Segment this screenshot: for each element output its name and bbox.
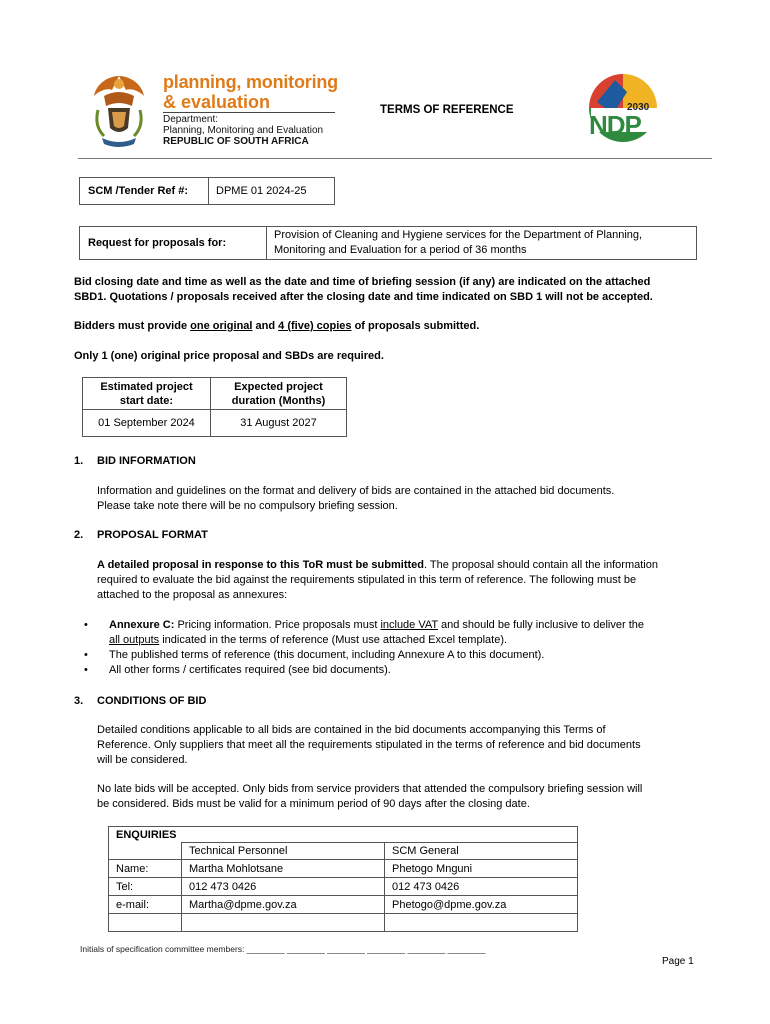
- empty-cell: [182, 914, 385, 932]
- tender-ref-table: [79, 177, 335, 205]
- coat-of-arms-logo: [86, 70, 152, 150]
- annexure-c-all-outputs: all outputs: [109, 634, 160, 646]
- copies-text-e: of proposals submitted.: [351, 320, 480, 332]
- section-3-number: 3.: [74, 695, 84, 707]
- original-proposal-note: Only 1 (one) original price proposal and SBDs are required.: [74, 350, 384, 362]
- scm-general-header: SCM General: [385, 843, 578, 860]
- start-date-value: 01 September 2024: [83, 410, 211, 437]
- empty-cell: [109, 914, 182, 932]
- tender-ref-value: DPME 01 2024-25: [209, 178, 335, 205]
- annexure-other-forms: All other forms / certificates required (see bid documents).: [109, 664, 391, 676]
- section-1-number: 1.: [74, 455, 84, 467]
- section-2-line1: [97, 558, 658, 573]
- section-2-lead-bold: A detailed proposal in response to this ToR must be submitted: [97, 559, 424, 571]
- request-value-line1: Provision of Cleaning and Hygiene services for the Department of Planning,: [274, 229, 643, 241]
- annexure-list: [84, 618, 644, 678]
- section-1-body: [97, 484, 614, 514]
- section-2-lead-rest: . The proposal should contain all the information: [423, 559, 658, 571]
- request-value: [267, 227, 697, 260]
- initials-line: Initials of specification committee members: ________ ________ ________ ________ ________ ________: [80, 944, 486, 954]
- section-3-p1-line3: will be considered.: [97, 754, 188, 766]
- copies-text-c: and: [252, 320, 279, 332]
- section-3-p2-line1: No late bids will be accepted. Only bids from service providers that attended the compulsory briefing session will: [97, 783, 643, 795]
- start-date-header-line1: Estimated project: [100, 380, 193, 393]
- section-3-paragraph-2: [97, 782, 697, 812]
- empty-cell: [109, 843, 182, 860]
- bullet-icon: •: [84, 649, 88, 661]
- annexure-c-label: Annexure C:: [109, 619, 175, 631]
- section-3-p2-line2: be considered. Bids must be valid for a minimum period of 90 days after the closing date.: [97, 798, 530, 810]
- section-1-line2: Please take note there will be no compulsory briefing session.: [97, 500, 398, 512]
- scm-name: Phetogo Mnguni: [385, 860, 578, 878]
- department-name-line2: & evaluation: [163, 92, 271, 112]
- annexure-c-text-a: Pricing information. Price proposals must: [174, 619, 381, 631]
- department-divider: [163, 112, 335, 113]
- technical-name: Martha Mohlotsane: [182, 860, 385, 878]
- section-1-title: BID INFORMATION: [97, 455, 196, 467]
- department-label: Department:: [163, 114, 219, 125]
- duration-header-line1: Expected project: [234, 380, 323, 393]
- closing-date-line1: Bid closing date and time as well as the date and time of briefing session (if any) are indicated on the attached: [74, 276, 651, 288]
- copies-four-copies: 4 (five) copies: [278, 320, 352, 332]
- section-2-body: [97, 558, 658, 603]
- technical-personnel-header: Technical Personnel: [182, 843, 385, 860]
- header-divider: [78, 158, 712, 159]
- copies-text-a: Bidders must provide: [74, 320, 191, 332]
- scm-email: Phetogo@dpme.gov.za: [385, 896, 578, 914]
- start-date-header: [83, 378, 211, 410]
- section-2-line2: required to evaluate the bid against the requirements stipulated in this term of reference. The following must be: [97, 574, 637, 586]
- section-2-number: 2.: [74, 529, 84, 541]
- section-3-title: CONDITIONS OF BID: [97, 695, 207, 707]
- section-3-paragraph-1: [97, 723, 697, 768]
- empty-cell: [385, 914, 578, 932]
- section-2-line3: attached to the proposal as annexures:: [97, 589, 288, 601]
- ndp-2030-logo: [583, 72, 663, 144]
- department-name-line1: planning, monitoring: [163, 72, 338, 92]
- list-item: [84, 663, 644, 678]
- technical-email: Martha@dpme.gov.za: [182, 896, 385, 914]
- annexure-published-tor: The published terms of reference (this document, including Annexure A to this document).: [109, 649, 545, 661]
- copies-paragraph: [74, 319, 479, 334]
- email-label: e-mail:: [109, 896, 182, 914]
- list-item: [84, 648, 644, 663]
- annexure-c-vat: include VAT: [380, 619, 438, 631]
- ndp-year: 2030: [627, 102, 650, 113]
- bullet-icon: •: [84, 664, 88, 676]
- annexure-c-text-c: indicated in the terms of reference (Must use attached Excel template).: [159, 634, 508, 646]
- start-date-header-line2: start date:: [119, 394, 174, 407]
- page-title: TERMS OF REFERENCE: [380, 104, 514, 116]
- enquiries-title: ENQUIRIES: [109, 827, 578, 843]
- duration-header-line2: duration (Months): [231, 394, 326, 407]
- tel-label: Tel:: [109, 878, 182, 896]
- project-dates-table: [82, 377, 347, 437]
- request-table: [79, 226, 697, 260]
- closing-date-line2: SBD1. Quotations / proposals received after the closing date and time indicated on SBD 1 will not be accepted.: [74, 291, 653, 303]
- request-label: Request for proposals for:: [80, 227, 267, 260]
- section-3-p1-line1: Detailed conditions applicable to all bids are contained in the bid documents accompanying this Terms of: [97, 724, 606, 736]
- section-1-line1: Information and guidelines on the format and delivery of bids are contained in the attached bid documents.: [97, 485, 615, 497]
- section-2-title: PROPOSAL FORMAT: [97, 529, 208, 541]
- department-full-name: Planning, Monitoring and Evaluation: [163, 125, 324, 136]
- ndp-text: NDP: [589, 110, 641, 140]
- name-label: Name:: [109, 860, 182, 878]
- country-name: REPUBLIC OF SOUTH AFRICA: [163, 136, 309, 147]
- tender-ref-label: SCM /Tender Ref #:: [80, 178, 209, 205]
- enquiries-table: [108, 826, 578, 932]
- section-3-p1-line2: Reference. Only suppliers that meet all the requirements stipulated in the terms of reference and bid documents: [97, 739, 641, 751]
- copies-one-original: one original: [190, 320, 253, 332]
- department-subtitle: [163, 114, 323, 147]
- end-date-value: 31 August 2027: [211, 410, 347, 437]
- duration-header: [211, 378, 347, 410]
- bullet-icon: •: [84, 619, 88, 631]
- list-item: [84, 618, 644, 648]
- technical-tel: 012 473 0426: [182, 878, 385, 896]
- closing-date-paragraph: [74, 275, 653, 305]
- annexure-c-text-b: and should be fully inclusive to deliver the: [437, 619, 644, 631]
- scm-tel: 012 473 0426: [385, 878, 578, 896]
- page-number: Page 1: [662, 956, 694, 967]
- request-value-line2: Monitoring and Evaluation for a period of 36 months: [274, 244, 527, 256]
